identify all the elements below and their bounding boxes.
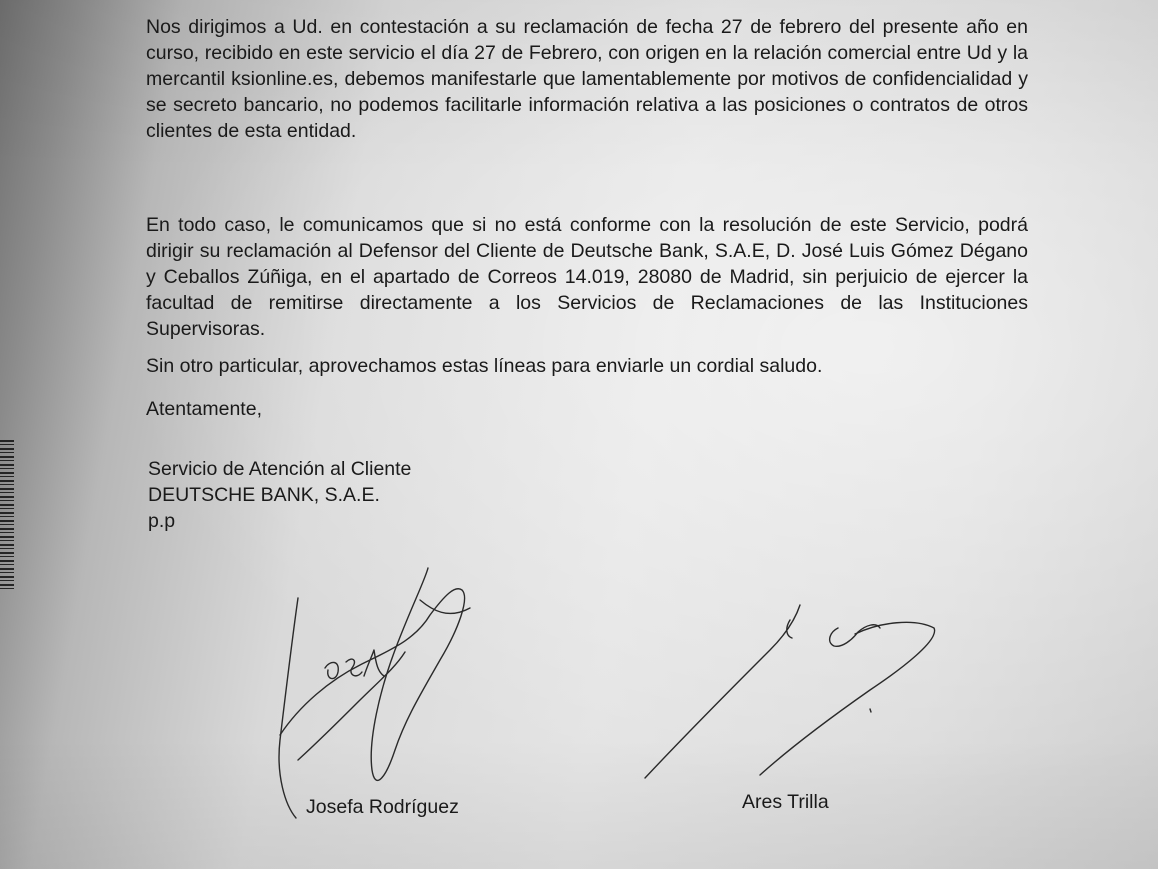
barcode-icon <box>0 440 14 590</box>
signature-1-icon <box>279 568 470 818</box>
signature-2-icon <box>645 605 935 778</box>
signatory-name-1: Josefa Rodríguez <box>306 796 459 818</box>
paragraph-farewell: Sin otro particular, aprovechamos estas líneas para enviarle un cordial saludo. <box>146 355 823 377</box>
sender-block <box>148 456 411 534</box>
sender-pp: p.p <box>148 510 176 532</box>
paragraph-reply: Nos dirigimos a Ud. en contestación a su reclamación de fecha 27 de febrero del presente año en curso, recibido en este servicio el día 27 de Febrero, con origen en la relación comercial entre Ud y la mercantil ksionline.es, debemos manifestarle que lamentablemente por motivos de confidencialidad y se secreto bancario, no podemos facilitarle información relativa a las posiciones o contratos de otros clientes de esta entidad. <box>146 16 1028 142</box>
sender-company: DEUTSCHE BANK, S.A.E. <box>148 484 380 506</box>
sender-department: Servicio de Atención al Cliente <box>148 458 412 480</box>
closing-salutation: Atentamente, <box>146 398 262 420</box>
signatory-name-2: Ares Trilla <box>742 791 829 813</box>
paragraph-appeal-info: En todo caso, le comunicamos que si no está conforme con la resolución de este Servicio, podrá dirigir su reclamación al Defensor del Cliente de Deutsche Bank, S.A.E, D. José Luis Gómez Dégano y Ceballos Zúñiga, en el apartado de Correos 14.019, 28080 de Madrid, sin perjuicio de ejercer la facultad de remitirse directamente a los Servicios de Reclamaciones de las Instituciones Supervisoras. <box>146 214 1028 340</box>
